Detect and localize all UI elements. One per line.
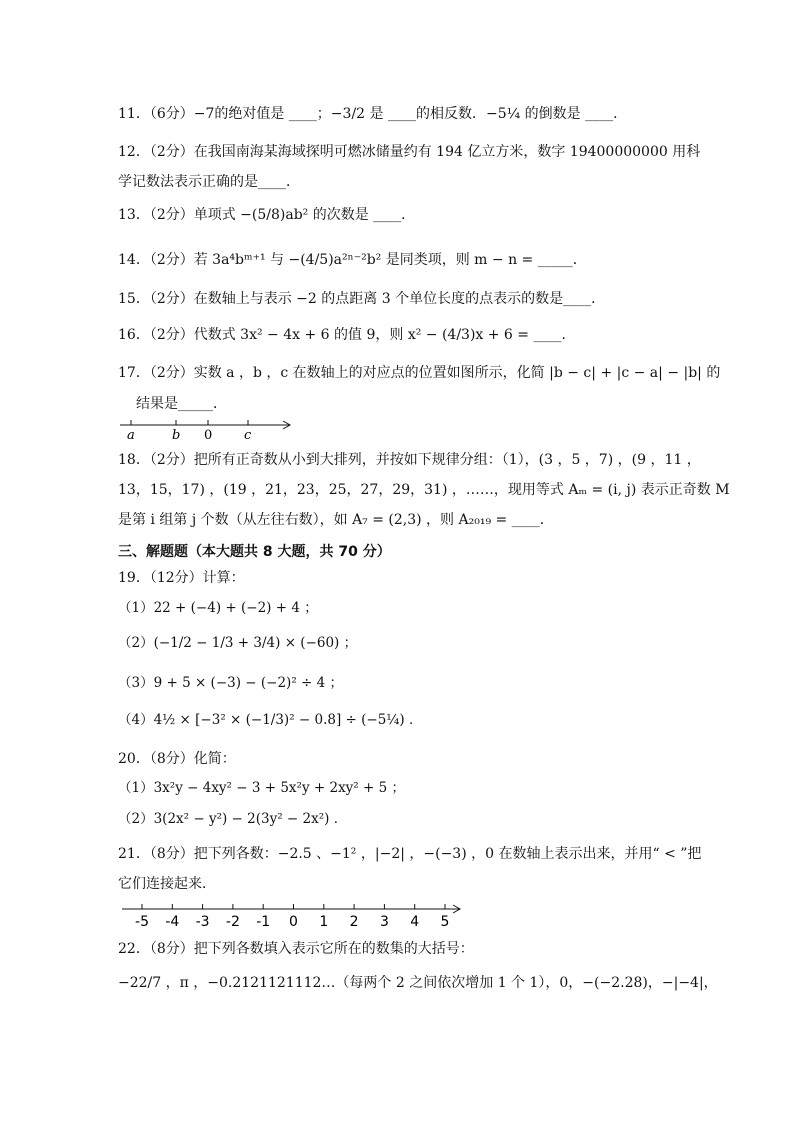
question-11: 11．（6分）−7的绝对值是 ____；−3/2 是 ____的相反数．−5¼ 的倒数是 ____． [118,106,628,122]
nl21-tick-label: -4 [165,914,180,930]
question-20-item-2: （2）3(2x² − y²) − 2(3y² − 2x²) ． [118,811,348,827]
question-22-line-2: −22/7 ，π ，−0.2121121112…（每两个 2 之间依次增加 1 个 1），0，−(−2.28)，−|−4|， [118,975,718,991]
nl21-tick-label: 0 [289,914,298,930]
question-13: 13．（2分）单项式 −(5/8)ab² 的次数是 ____． [118,207,416,223]
nl21-tick-label: -2 [225,914,240,930]
question-19-item-2: （2）(−1/2 − 1/3 + 3/4) × (−60) ； [118,635,358,651]
question-14: 14．（2分）若 3a⁴bᵐ⁺¹ 与 −(4/5)a²ⁿ⁻²b² 是同类项，则 m − n = _____． [118,252,587,268]
nl17-label-c: c [244,428,252,443]
question-20-title: 20．（8分）化简： [118,751,236,767]
question-12-line-2: 学记数法表示正确的是____． [118,174,300,190]
number-line-q17 [118,415,298,445]
nl21-tick-label: 5 [440,914,450,930]
nl17-label-a: a [127,428,135,443]
nl21-tick-label: 3 [379,914,389,930]
section-3-heading: 三、解题题（本大题共 8 大题，共 70 分） [118,544,391,560]
number-line-q21 [118,900,468,932]
question-18-line-3: 是第 i 组第 j 个数（从左往右数），如 A₇ = (2,3) ，则 A₂₀₁₉ = ____． [118,512,554,528]
question-19-title: 19．（12分）计算： [118,570,245,586]
question-19-item-1: （1）22 + (−4) + (−2) + 4 ； [118,600,318,616]
question-21-line-1: 21．（8分）把下列各数：−2.5 、−1² ，|−2| ，−(−3) ，0 在数轴上表示出来，并用“ < ”把 [118,846,702,862]
nl17-label-0: 0 [204,428,213,443]
question-20-item-1: （1）3x²y − 4xy² − 3 + 5x²y + 2xy² + 5 ； [118,780,405,796]
question-19-item-3: （3）9 + 5 × (−3) − (−2)² ÷ 4 ； [118,675,344,691]
question-18-line-2: 13，15，17) ，(19 ，21，23，25，27，29，31) ，……，现用等式 Aₘ = (i, j) 表示正奇数 M [118,482,730,498]
question-22-line-1: 22．（8分）把下列各数填入表示它所在的数集的大括号： [118,941,474,957]
nl17-label-b: b [172,428,181,443]
question-21-line-2: 它们连接起来． [118,876,216,892]
question-18-line-1: 18．（2分）把所有正奇数从小到大排列，并按如下规律分组：（1），(3 ，5 ，7) ，(9 ，11 ， [118,452,701,468]
question-16: 16．（2分）代数式 3x² − 4x + 6 的值 9，则 x² − (4/3)x + 6 = ____． [118,327,576,343]
nl21-tick-label: 1 [319,914,329,930]
question-17-line-1: 17．（2分）实数 a ，b ，c 在数轴上的对应点的位置如图所示，化简 |b − c| + |c − a| − |b| 的 [118,365,721,381]
question-17-line-2: 结果是_____． [136,396,227,412]
question-12-line-1: 12．（2分）在我国南海某海域探明可燃冰储量约有 194 亿立方米，数字 19400000000 用科 [118,144,701,160]
question-19-item-4: （4）4½ × [−3² × (−1/3)² − 0.8] ÷ (−5¼) ． [118,712,423,728]
nl21-tick-label: -5 [135,914,149,930]
nl21-tick-label: -3 [195,914,210,930]
nl21-tick-label: 4 [410,914,420,930]
nl21-tick-label: -1 [256,914,271,930]
nl21-tick-label: 2 [349,914,359,930]
question-15: 15．（2分）在数轴上与表示 −2 的点距离 3 个单位长度的点表示的数是____． [118,291,606,307]
